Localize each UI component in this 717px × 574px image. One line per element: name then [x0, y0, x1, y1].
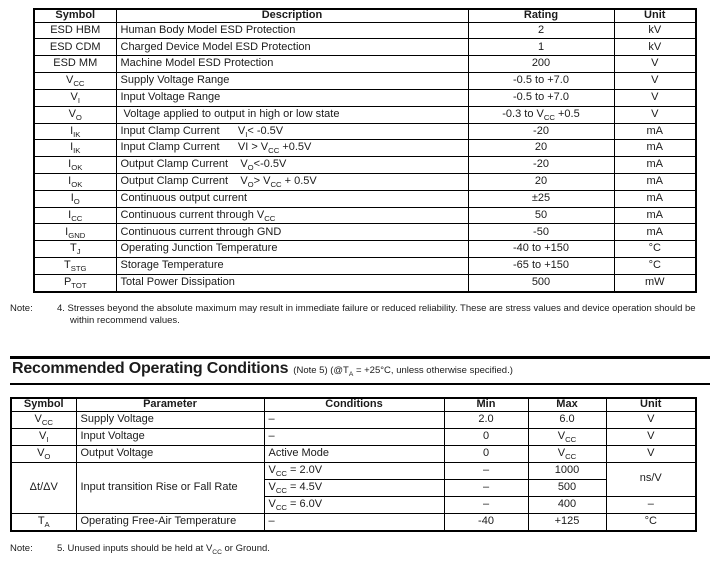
unit-cell: V — [606, 445, 696, 462]
symbol-cell: $I_{CC}$ — [34, 207, 116, 224]
unit-cell: V — [614, 106, 696, 123]
max-cell: 500 — [528, 479, 606, 496]
table-row — [34, 157, 696, 174]
unit-cell: kV — [614, 39, 696, 56]
description-cell: Voltage applied to output in high or low state — [116, 106, 468, 123]
conditions-cell: $V_{CC} = 4.5V$ — [264, 479, 444, 496]
symbol-cell: $V_O$ — [11, 445, 76, 462]
min-cell: -40 — [444, 513, 528, 531]
parameter-cell: Input Voltage — [76, 428, 264, 445]
unit-cell: V — [614, 56, 696, 73]
parameter-cell: Output Voltage — [76, 445, 264, 462]
table-row — [34, 123, 696, 140]
table-row — [34, 106, 696, 123]
description-cell: Input Clamp Current VI > $V_{CC} +0.5V$ — [116, 140, 468, 157]
symbol-cell: $I_{OK}$ — [34, 157, 116, 174]
unit-cell: mA — [614, 174, 696, 191]
max-cell: 1000 — [528, 462, 606, 479]
symbol-cell: $T_A$ — [11, 513, 76, 531]
symbol-cell: $V_I$ — [11, 428, 76, 445]
description-cell: Machine Model ESD Protection — [116, 56, 468, 73]
symbol-cell: $V_{CC}$ — [11, 411, 76, 428]
table-row — [34, 241, 696, 258]
header-min: Min — [444, 398, 528, 411]
rating-cell: -50 — [468, 224, 614, 241]
header-rating: Rating — [468, 9, 614, 22]
min-cell: – — [444, 462, 528, 479]
description-cell: Output Clamp Current $V_O> V_{CC} + 0.5V$ — [116, 174, 468, 191]
unit-cell: V — [614, 73, 696, 90]
conditions-cell: – — [264, 428, 444, 445]
header-max: Max — [528, 398, 606, 411]
header-parameter: Parameter — [76, 398, 264, 411]
table-row — [34, 56, 696, 73]
table-header-row — [34, 9, 696, 22]
table-row — [34, 274, 696, 292]
rating-cell: 20 — [468, 174, 614, 191]
description-cell: Operating Junction Temperature — [116, 241, 468, 258]
unit-cell: mA — [614, 224, 696, 241]
symbol-cell: $I_{GND}$ — [34, 224, 116, 241]
symbol-cell: $I_{IK}$ — [34, 123, 116, 140]
rating-cell: ±25 — [468, 190, 614, 207]
symbol-cell: $T_{STG}$ — [34, 258, 116, 275]
symbol-cell: $V_I$ — [34, 89, 116, 106]
section-title: Recommended Operating Conditions — [12, 360, 289, 377]
parameter-cell: Operating Free-Air Temperature — [76, 513, 264, 531]
description-cell: Human Body Model ESD Protection — [116, 22, 468, 39]
symbol-cell: ESD MM — [34, 56, 116, 73]
description-cell: Output Clamp Current $V_O<-0.5V$ — [116, 157, 468, 174]
unit-cell: mW — [614, 274, 696, 292]
rating-cell: -40 to +150 — [468, 241, 614, 258]
recommended-operating-conditions-table — [10, 397, 697, 532]
table-row — [34, 224, 696, 241]
note4-text — [57, 303, 696, 327]
rating-cell: -0.5 to +7.0 — [468, 89, 614, 106]
unit-cell: mA — [614, 190, 696, 207]
unit-cell: mA — [614, 207, 696, 224]
description-cell: Storage Temperature — [116, 258, 468, 275]
unit-cell: °C — [606, 513, 696, 531]
rating-cell: 50 — [468, 207, 614, 224]
max-cell: $V_{CC}$ — [528, 445, 606, 462]
symbol-cell: ESD HBM — [34, 22, 116, 39]
min-cell: – — [444, 479, 528, 496]
header-unit: Unit — [614, 9, 696, 22]
table-row — [34, 22, 696, 39]
symbol-cell: $V_O$ — [34, 106, 116, 123]
note5-text: 5. Unused inputs should be held at $V_{CC}$ or Ground. — [57, 543, 270, 556]
table-header-row — [11, 398, 696, 411]
symbol-cell: $I_O$ — [34, 190, 116, 207]
rating-cell: -0.5 to +7.0 — [468, 73, 614, 90]
min-cell: – — [444, 496, 528, 513]
unit-cell: mA — [614, 123, 696, 140]
table-row — [34, 258, 696, 275]
min-cell: 0 — [444, 445, 528, 462]
note5-label: Note: — [10, 543, 33, 554]
conditions-cell: $V_{CC} = 2.0V$ — [264, 462, 444, 479]
symbol-cell: Δt/ΔV — [11, 462, 76, 513]
conditions-cell: Active Mode — [264, 445, 444, 462]
section-rule-bottom — [10, 383, 710, 385]
table-row — [34, 73, 696, 90]
conditions-cell: $V_{CC} = 6.0V$ — [264, 496, 444, 513]
description-cell: Total Power Dissipation — [116, 274, 468, 292]
rating-cell: 500 — [468, 274, 614, 292]
unit-cell: mA — [614, 157, 696, 174]
unit-cell: – — [606, 496, 696, 513]
table-row — [11, 513, 696, 531]
section-header — [12, 360, 710, 378]
symbol-cell: $P_{TOT}$ — [34, 274, 116, 292]
description-cell: Supply Voltage Range — [116, 73, 468, 90]
table-row — [11, 445, 696, 462]
table-row — [11, 411, 696, 428]
header-description: Description — [116, 9, 468, 22]
unit-cell: mA — [614, 140, 696, 157]
table-row — [34, 190, 696, 207]
table-row — [34, 140, 696, 157]
absolute-maximum-ratings-table — [33, 8, 697, 293]
min-cell: 2.0 — [444, 411, 528, 428]
symbol-cell: $I_{OK}$ — [34, 174, 116, 191]
header-symbol: Symbol — [11, 398, 76, 411]
rating-cell: 2 — [468, 22, 614, 39]
description-cell: Input Clamp Current $V_I< -0.5V$ — [116, 123, 468, 140]
note4-label: Note: — [10, 303, 33, 314]
table-row — [11, 462, 696, 479]
rating-cell: -20 — [468, 123, 614, 140]
section-subtitle: (Note 5) ($@T_A = +25^\circ C$, unless otherwise specified.) — [293, 365, 513, 378]
parameter-cell: Supply Voltage — [76, 411, 264, 428]
unit-cell: V — [614, 89, 696, 106]
unit-cell: V — [606, 411, 696, 428]
description-cell: Charged Device Model ESD Protection — [116, 39, 468, 56]
symbol-cell: ESD CDM — [34, 39, 116, 56]
max-cell: $V_{CC}$ — [528, 428, 606, 445]
unit-cell: V — [606, 428, 696, 445]
table-row — [34, 174, 696, 191]
header-unit: Unit — [606, 398, 696, 411]
unit-cell: kV — [614, 22, 696, 39]
table-row — [34, 207, 696, 224]
table-row — [34, 39, 696, 56]
note4-line2: within recommend values. — [70, 315, 180, 326]
max-cell: +125 — [528, 513, 606, 531]
description-cell: Continuous current through $V_{CC}$ — [116, 207, 468, 224]
rating-cell: -0.3 to $V_{CC} +0.5$ — [468, 106, 614, 123]
max-cell: 400 — [528, 496, 606, 513]
rating-cell: -20 — [468, 157, 614, 174]
description-cell: Input Voltage Range — [116, 89, 468, 106]
symbol-cell: $I_{IK}$ — [34, 140, 116, 157]
header-symbol: Symbol — [34, 9, 116, 22]
note4-line1: 4. Stresses beyond the absolute maximum may result in immediate failure or reduced reliability. These are stress values and device operation should be — [57, 303, 696, 314]
conditions-cell: – — [264, 513, 444, 531]
description-cell: Continuous current through GND — [116, 224, 468, 241]
parameter-cell: Input transition Rise or Fall Rate — [76, 462, 264, 513]
symbol-cell: $T_J$ — [34, 241, 116, 258]
min-cell: 0 — [444, 428, 528, 445]
conditions-cell: – — [264, 411, 444, 428]
unit-cell: ns/V — [606, 462, 696, 496]
table-row — [34, 89, 696, 106]
unit-cell: °C — [614, 241, 696, 258]
unit-cell: °C — [614, 258, 696, 275]
rating-cell: 1 — [468, 39, 614, 56]
rating-cell: 20 — [468, 140, 614, 157]
table-row — [11, 428, 696, 445]
header-conditions: Conditions — [264, 398, 444, 411]
description-cell: Continuous output current — [116, 190, 468, 207]
rating-cell: -65 to +150 — [468, 258, 614, 275]
rating-cell: 200 — [468, 56, 614, 73]
section-rule-top — [10, 356, 710, 359]
max-cell: 6.0 — [528, 411, 606, 428]
symbol-cell: $V_{CC}$ — [34, 73, 116, 90]
